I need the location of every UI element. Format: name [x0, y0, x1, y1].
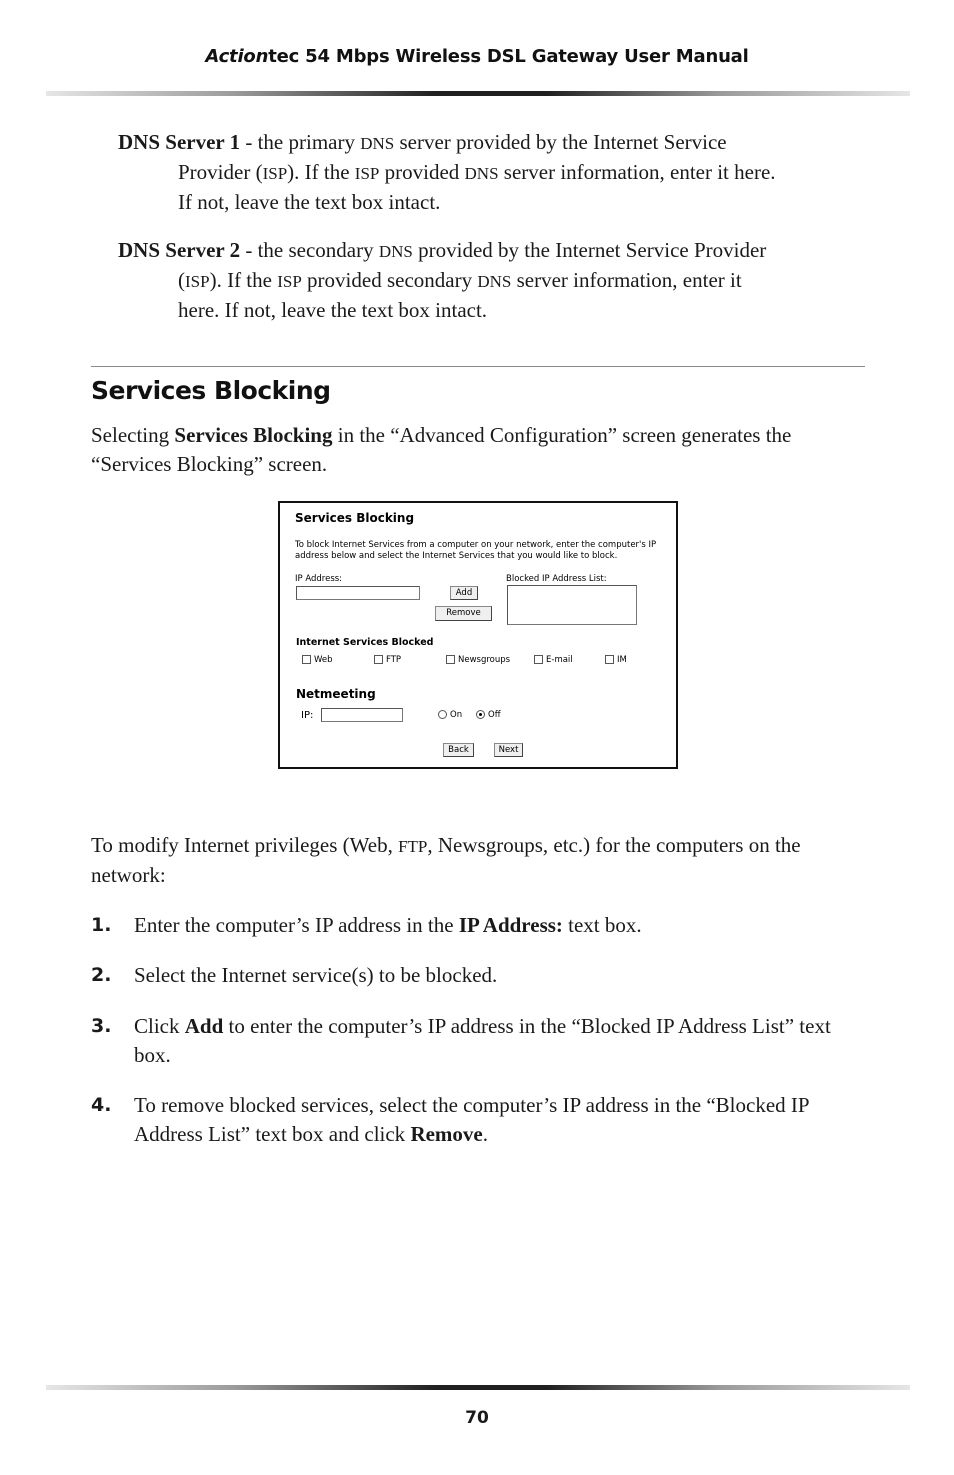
footer-rule — [46, 1385, 910, 1390]
checkbox-box[interactable] — [534, 655, 543, 664]
section-divider — [91, 366, 865, 367]
next-button[interactable]: Next — [494, 743, 523, 757]
blocked-list-label: Blocked IP Address List: — [506, 574, 607, 584]
step-2: 2. Select the Internet service(s) to be blocked. — [91, 961, 871, 990]
back-button[interactable]: Back — [443, 743, 474, 757]
radio-on[interactable]: On — [438, 710, 462, 720]
definition-dns-server-1: DNS Server 1 - the primary DNS server provided by the Internet Service Provider (ISP). If the ISP provided DNS server information, enter it here. If not, leave the text box intact. — [118, 130, 776, 214]
step-number: 2. — [91, 964, 112, 986]
netmeeting-ip-label: IP: — [301, 710, 314, 721]
brand-name: Action — [205, 46, 269, 67]
step-1: 1. Enter the computer’s IP address in the IP Address: text box. — [91, 911, 871, 940]
netmeeting-ip-input[interactable] — [321, 708, 403, 722]
running-header — [0, 46, 954, 67]
services-heading: Internet Services Blocked — [296, 637, 434, 648]
checkbox-newsgroups[interactable]: Newsgroups — [446, 655, 510, 665]
radio-button[interactable] — [438, 710, 447, 719]
figure-title: Services Blocking — [295, 511, 415, 525]
definition-dns-server-2: DNS Server 2 - the secondary DNS provided by the Internet Service Provider (ISP). If the ISP provided secondary DNS server information, enter it here. If not, leave the text box intact. — [118, 238, 767, 322]
ip-address-input[interactable] — [296, 586, 420, 600]
radio-off[interactable]: Off — [476, 710, 501, 720]
netmeeting-heading: Netmeeting — [296, 687, 376, 701]
services-blocking-screenshot — [278, 501, 678, 769]
step-4: 4. To remove blocked services, select the computer’s IP address in the “Blocked IP Address List” text box and click Remove. — [91, 1093, 809, 1146]
step-number: 3. — [91, 1015, 112, 1037]
checkbox-box[interactable] — [446, 655, 455, 664]
section-intro: Selecting Services Blocking in the “Advanced Configuration” screen generates the “Services Blocking” screen. — [91, 423, 792, 476]
header-title-text: tec 54 Mbps Wireless DSL Gateway User Manual — [268, 46, 749, 67]
checkbox-im[interactable]: IM — [605, 655, 627, 665]
term-dns-server-1: DNS Server 1 — [118, 130, 241, 154]
section-heading: Services Blocking — [91, 376, 331, 405]
step-number: 4. — [91, 1094, 112, 1116]
checkbox-box[interactable] — [605, 655, 614, 664]
checkbox-ftp[interactable]: FTP — [374, 655, 401, 665]
checkbox-email[interactable]: E-mail — [534, 655, 573, 665]
header-rule — [46, 91, 910, 96]
term-dns-server-2: DNS Server 2 — [118, 238, 241, 262]
ip-address-label: IP Address: — [295, 574, 343, 584]
step-3: 3. Click Add to enter the computer’s IP address in the “Blocked IP Address List” text box. — [91, 1014, 831, 1067]
checkbox-web[interactable]: Web — [302, 655, 333, 665]
checkbox-box[interactable] — [374, 655, 383, 664]
checkbox-box[interactable] — [302, 655, 311, 664]
blocked-ip-list[interactable] — [507, 585, 637, 625]
remove-button[interactable]: Remove — [435, 606, 492, 621]
add-button[interactable]: Add — [450, 586, 478, 600]
step-number: 1. — [91, 914, 112, 936]
modify-intro: To modify Internet privileges (Web, FTP, Newsgroups, etc.) for the computers on the network: — [91, 833, 801, 887]
page-number: 70 — [465, 1408, 489, 1428]
radio-button-selected[interactable] — [476, 710, 485, 719]
figure-intro: To block Internet Services from a computer on your network, enter the computer's IP address below and select the Internet Services that you would like to block. — [295, 540, 657, 561]
